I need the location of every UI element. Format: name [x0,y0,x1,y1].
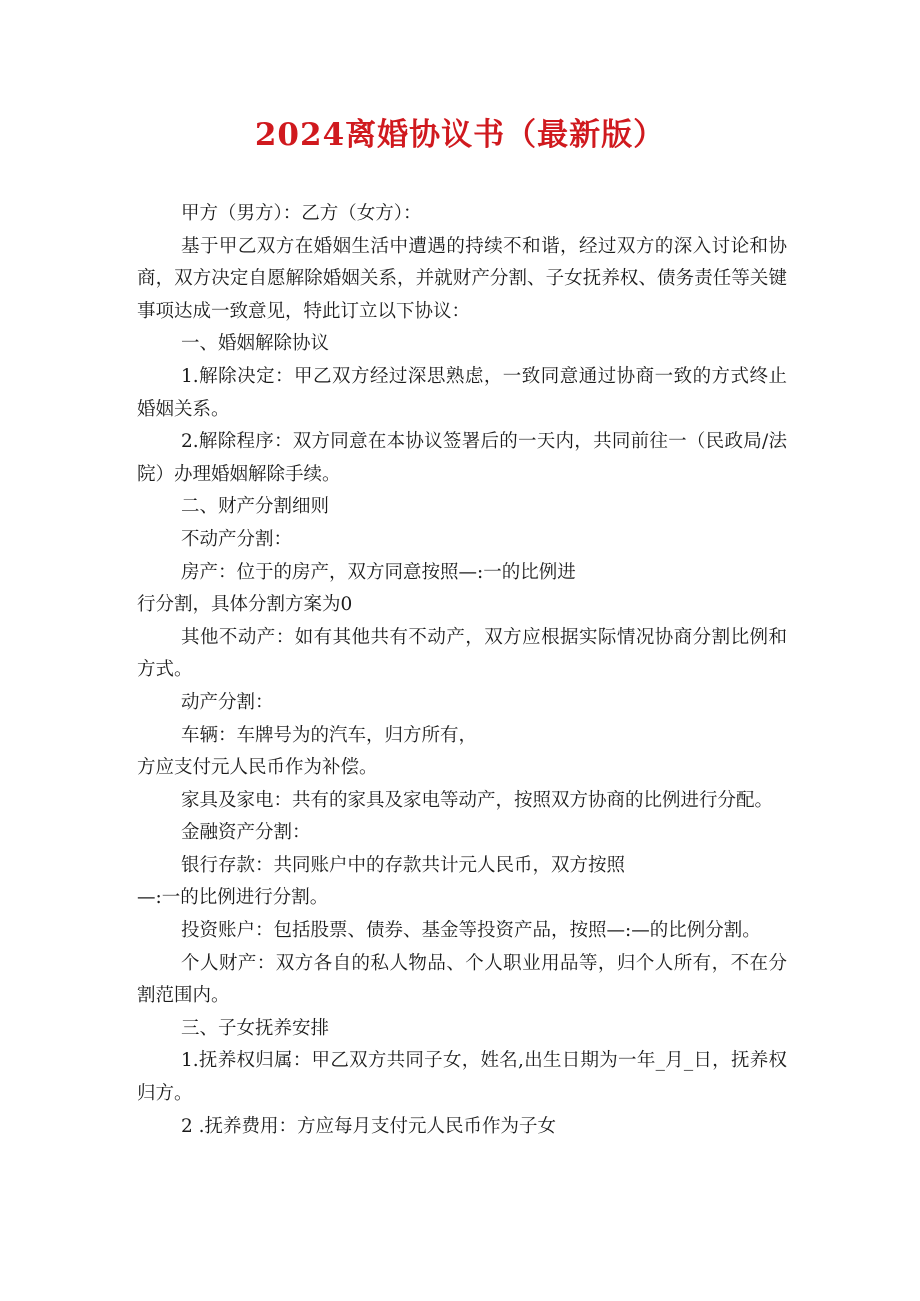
paragraph: 2 .抚养费用：方应每月支付元人民币作为子女 [181,1115,557,1137]
section-heading: 二、财产分割细则 [181,496,330,518]
paragraph: 方应支付元人民币作为补偿。 [137,757,378,779]
paragraph: 行分割，具体分割方案为0 [137,594,353,616]
paragraph: 1.解除决定：甲乙双方经过深思熟虑，一致同意通过协商一致的方式终止婚姻关系。 [137,365,787,420]
paragraph: 甲方（男方）：乙方（女方）： [181,203,422,224]
paragraph: 动产分割： [181,691,274,713]
section-heading: 一、婚姻解除协议 [181,333,330,355]
section-heading: 三、子女抚养安排 [181,1017,330,1039]
document-title: 2024离婚协议书（最新版） [254,117,666,153]
paragraph: 房产：位于的房产，双方同意按照—:一的比例进 [181,561,576,583]
paragraph: 个人财产：双方各自的私人物品、个人职业用品等，归个人所有，不在分割范围内。 [137,952,787,1007]
paragraph: 不动产分割： [181,528,293,550]
paragraph: 投资账户：包括股票、债券、基金等投资产品，按照—:—的比例分割。 [181,920,761,942]
paragraph: 其他不动产：如有其他共有不动产，双方应根据实际情况协商分割比例和方式。 [137,626,787,681]
paragraph: 金融资产分割： [181,822,311,844]
paragraph: 1.抚养权归属：甲乙双方共同子女，姓名,出生日期为一年_月_日，抚养权归方。 [137,1050,787,1105]
paragraph: 车辆：车牌号为的汽车，归方所有， [181,724,478,746]
paragraph: 2.解除程序：双方同意在本协议签署后的一天内，共同前往一（民政局/法院）办理婚姻解除手续。 [137,431,787,485]
paragraph: 银行存款：共同账户中的存款共计元人民币，双方按照 [181,854,626,876]
document-body [137,198,787,1143]
paragraph: —:一的比例进行分割。 [137,887,329,909]
paragraph: 基于甲乙双方在婚姻生活中遭遇的持续不和谐，经过双方的深入讨论和协商，双方决定自愿解除婚姻关系，并就财产分割、子女抚养权、债务责任等关键事项达成一致意见，特此订立以下协议： [137,235,787,322]
paragraph: 家具及家电：共有的家具及家电等动产，按照双方协商的比例进行分配。 [181,789,774,811]
